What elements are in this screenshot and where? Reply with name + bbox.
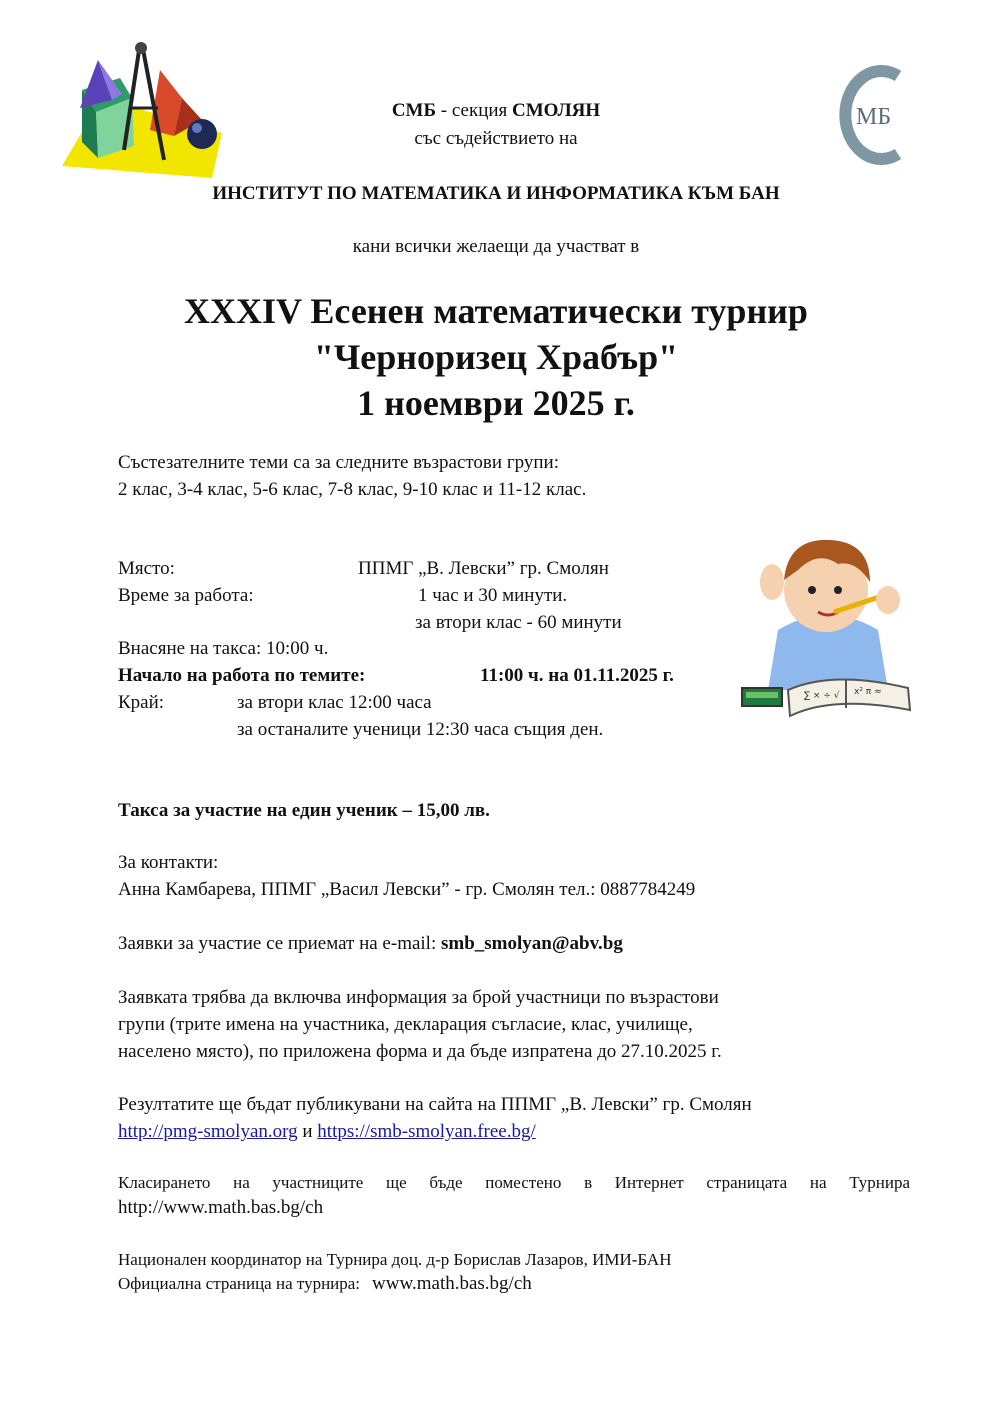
fee-time: Внасяне на такса: 10:00 ч. [118, 638, 329, 659]
requirements-line-1: Заявката трябва да включва информация за брой участници по възрастови [118, 987, 719, 1008]
svg-text:x² π ≈: x² π ≈ [854, 687, 882, 697]
applications-text: Заявки за участие се приемат на e-mail: [118, 933, 441, 954]
contacts-person: Анна Камбарева, ППМГ „Васил Левски” - гр. Смолян тел.: 0887784249 [118, 879, 696, 900]
results-text: Резултатите ще бъдат публикувани на сайта на ППМГ „В. Левски” гр. Смолян [118, 1094, 752, 1115]
contacts-label: За контакти: [118, 852, 219, 873]
place-label: Място: [118, 558, 175, 579]
time-value-1: 1 час и 30 минути. [418, 585, 568, 606]
requirements-line-2: групи (трите имена на участника, декларация съгласие, клас, училище, [118, 1014, 693, 1035]
assist-line: със съдействието на [414, 128, 578, 149]
invite-line: кани всички желаещи да участват в [352, 236, 640, 257]
official-page-url[interactable]: www.math.bas.bg/ch [372, 1273, 532, 1294]
coordinator-line: Национален координатор на Турнира доц. д-р Борислав Лазаров, ИМИ-БАН [118, 1250, 672, 1269]
org-city: СМОЛЯН [512, 100, 601, 121]
results-and: и [297, 1121, 318, 1142]
end-value-1: за втори клас 12:00 часа [237, 692, 432, 713]
applications-line [118, 933, 623, 955]
applications-email[interactable]: smb_smolyan@abv.bg [441, 933, 623, 954]
ranking-url[interactable]: http://www.math.bas.bg/ch [118, 1197, 324, 1218]
institute-name: ИНСТИТУТ ПО МАТЕМАТИКА И ИНФОРМАТИКА КЪМ БАН [212, 183, 780, 204]
svg-text:∑ × ÷ √: ∑ × ÷ √ [804, 691, 840, 701]
org-mid: - секция [436, 100, 513, 121]
participation-fee: Такса за участие на един ученик – 15,00 лв. [118, 800, 490, 821]
place-value: ППМГ „В. Левски” гр. Смолян [358, 558, 609, 579]
results-link-pmg[interactable]: http://pmg-smolyan.org [118, 1121, 298, 1142]
student-reading-icon [738, 520, 918, 735]
groups-list: 2 клас, 3-4 клас, 5-6 клас, 7-8 клас, 9-10 клас и 11-12 клас. [118, 479, 587, 500]
official-page-label: Официална страница на турнира: [118, 1274, 361, 1293]
org-prefix: СМБ [391, 100, 437, 121]
groups-intro: Състезателните теми са за следните възрастови групи: [118, 452, 559, 473]
title-line-1: XXXIV Есенен математически турнир [184, 291, 808, 331]
official-page-line [118, 1273, 532, 1295]
start-value: 11:00 ч. на 01.11.2025 г. [480, 665, 674, 686]
requirements-line-3: населено място), по приложена форма и да бъде изпратена до 27.10.2025 г. [118, 1041, 722, 1062]
end-value-2: за останалите ученици 12:30 часа същия ден. [237, 719, 604, 740]
time-label: Време за работа: [118, 585, 254, 606]
smb-logo-text: МБ [856, 104, 892, 130]
ranking-line-1: Класирането на участниците ще бъде поместено в Интернет страницата на Турнира [118, 1173, 910, 1192]
results-link-smb[interactable]: https://smb-smolyan.free.bg/ [317, 1121, 536, 1142]
org-line [0, 100, 992, 122]
title-line-2: "Черноризец Храбър" [313, 337, 679, 377]
results-links [118, 1121, 536, 1143]
end-label: Край: [118, 692, 165, 713]
title-line-3: 1 ноември 2025 г. [357, 383, 635, 423]
time-value-2: за втори клас - 60 минути [415, 612, 622, 633]
start-label: Начало на работа по темите: [118, 665, 366, 686]
